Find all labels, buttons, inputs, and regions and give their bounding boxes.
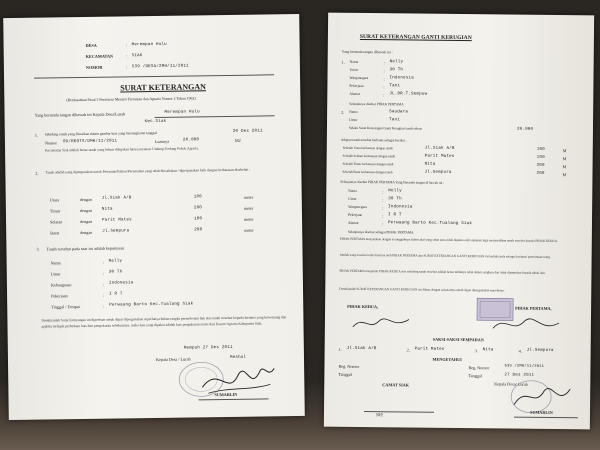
reg-date: 27 Des 2011 (504, 373, 535, 378)
right-signer-name: SUMARLIN (529, 409, 553, 415)
border-value: Parit Mates (102, 218, 132, 223)
border-side: Timur (49, 208, 61, 214)
item2-text: Tanah adalah yang dipergunakan untuk Pertanian/Kebun/Perumahan yang telah diusahakan / dipergunakan baik dengan berbatasan disebelah : (45, 167, 251, 175)
border-length: 100 (194, 217, 203, 222)
mengetahui-label: MENGETAHUI (432, 356, 462, 363)
place-date: Mempuh 27 Des 2011 (183, 345, 233, 351)
witnesses-title: SAKSI-SAKSI SEMPADAN (432, 336, 484, 343)
document-subtitle: (Berdasarkan Pasal 3 Peraturan Menteri Pertanian dan Agraria Nomor 2 Tahun 1962) (66, 96, 196, 103)
compensation-title: SURAT KETERANGAN GANTI KERUGIAN (359, 33, 472, 42)
nomor-inline-value: 09/REGTS/DMH/II/2011 (62, 139, 118, 145)
compensation-area: 20.000 (516, 127, 534, 132)
reg-number: 539 /2MH/11/2011 (504, 364, 545, 369)
closing-paragraph: Demikianlah Surat Keterangan ini diperbuat untuk dapat dipergunakan seperlunya dalam rangka permohonan hak atas tanah tersebut kepada Instansi yang berwenang dan apabila terdapat perbedaan luas dari pengukuran sebelumnya, maka luas yang dipakai adalah luas pengukuran resmi dari Kantor Agraria Kabupaten Siak. (41, 315, 287, 329)
nip-label: NIP. (375, 412, 384, 418)
pihak-kedua-signature (349, 311, 419, 336)
intro-district: Kec.Siak (144, 119, 167, 125)
owner-table: Nama : Nelly Umur : 30 Th Kebangsaan : Indonesia Pekerjaan : I R T Tinggal / Tempat : Perwaang Barto Kec.Tualang Siak (50, 259, 194, 310)
m2-unit: M2 (234, 137, 241, 143)
clause-3: PIHAK PERTAMA menjamin PIHAK KEDUA atas sebidang tanah tersebut adalah benar miliknya tidak dalam sengketa dan tidak dijaminkan kepada pihak lain. (339, 268, 546, 275)
signer-place: Meshul (229, 355, 247, 360)
item1-text: Sebidang tanah yang diuraikan dalam gambar luas yang bersangkutan tanggal (44, 130, 157, 137)
nomor-inline-label: Nomor (44, 140, 57, 146)
intro-text: Yang bertanda tangan dibawah ini Kepala Desa/Lurah (34, 111, 126, 118)
compensation-borders: Sebelah Utara berbatasan dengan tanah Jl.Siak A/B 100 M Sebelah Selatan berbatasan dengan tanah Parit Mates 100 M Sebelah Timur berbatasan dengan tanah Nita 200 M Sebelah Barat berbatasan dengan tanah Jl.Sempura 200 M (342, 145, 567, 178)
pihak-pertama-label: PIHAK PERTAMA, (515, 305, 552, 311)
left-document: DESA : Merempan Hulu KECAMATAN : SIAK NOMOR : 539 /DESA/2MH/11/2011 SURAT KETERANGAN (Berdasarkan Pasal 3 Peraturan Menteri Pertanian dan Agraria Nomor 2 Tahun 1962) Yang bertanda tangan dibawah ini Kepala Desa/Lurah Merempan Hulu Kec.Siak 1. Sebidang tanah yang diuraikan dalam gambar luas yang bersangkutan tanggal 20 Des 2011 Nomor 09/REGTS/DMH/II/2011 Luasnya 20.000 M2 Kecamatan Siak adalah benar tanah yang belum dilegakan hanya menurut Undang-Undang Pokok Agraria. 2. Tanah adalah yang dipergunakan untuk Pertanian/Kebun/Perumahan yang telah diusahakan / dipergunakan baik dengan berbatasan disebelah : Utara dengan Jl.Siak A/B 100 meter Timur dengan Nita 200 meter Selatan dengan Parit Mates 100 meter Barat dengan Jl.Sempura 200 meter 3. Tanah tersebut pada saat ini adalah kepunyaan Nama : Nelly Umur : 30 Th Kebangsaan : Indonesia Pekerjaan : I R T Tinggal / Tempat : Perwaang Barto Kec.Tualang Siak Demikianlah Surat Keterangan ini diperbuat untuk dapat dipergunakan seperlunya dalam rangka permohonan hak atas tanah tersebut kepada Instansi yang berwenang dan apabila terdapat perbedaan luas dari pengukuran sebelumnya, maka luas yang dipakai adalah luas pengukuran resmi dari Kantor Agraria Kabupaten Siak. Mempuh 27 Des 2011 Kepala Desa / Lurah Meshul SUMARLIN (3, 14, 305, 420)
nomor-label: NOMOR (85, 64, 103, 70)
camat-label: CAMAT SIAK (382, 382, 410, 388)
owner-address: Perwaang Barto Kec.Tualang Siak (109, 302, 194, 308)
nomor-value: 539 /DESA/2MH/11/2011 (131, 64, 189, 70)
kecamatan-label: KECAMATAN (85, 53, 114, 59)
owner-age: 30 Th (108, 270, 123, 275)
luasnya-label: Luasnya (154, 138, 170, 144)
pihak-pertama-signature (489, 312, 569, 337)
desa-label: DESA (85, 42, 97, 48)
desa-value: Merempan Hulu (131, 42, 167, 48)
luasnya-value: 20.000 (182, 138, 200, 143)
party3-table: Nama : Nelly Umur : 30 Th Warganegara : Indonesia Pekerjaan : I R T Alamat : Perwaang Barto Kec.Tualang Siak (347, 188, 473, 227)
owner-name: Nelly (108, 259, 123, 264)
witnesses-list: 1. Jl.Siak A/B 2. Parit Mates 3. Nita 4. Jl.Sempura (338, 346, 554, 354)
signer-name: SUMARLIN (214, 391, 238, 398)
border-length: 200 (194, 228, 203, 233)
item1-rest: Kecamatan Siak adalah benar tanah yang belum dilegakan hanya menurut Undang-Undang Pokok Agraria. (45, 146, 199, 153)
header-rule (34, 74, 274, 78)
owner-occupation: I R T (109, 292, 123, 297)
borders-table: Utara dengan Jl.Siak A/B 100 meter Timur dengan Nita 200 meter Selatan dengan Parit Mates 100 meter Barat dengan Jl.Sempura 200 meter (49, 194, 254, 236)
owner-nationality: Indonesia (108, 281, 134, 286)
border-length: 100 (193, 195, 202, 200)
signer-title: Kepala Desa / Lurah (155, 356, 191, 362)
border-side: Selatan (50, 219, 63, 225)
item3-text: Tanah tersebut pada saat ini adalah kepunyaan (46, 245, 125, 252)
kecamatan-value: SIAK (131, 54, 143, 59)
border-side: Barat (50, 230, 60, 236)
border-value: Nita (101, 207, 113, 212)
border-value: Jl.Siak A/B (101, 196, 132, 201)
intro-village: Merempan Hulu (164, 110, 200, 115)
clause-2: Jumlah uang tersebut telah diterima oleh PIHAK PERTAMA dan SURAT KETERANGAN GANTI KERUGIAN ini berlaku pula sebagai kwitansi penerimaan uang. (339, 252, 551, 259)
clause-1: PIHAK PERTAMA menyatakan dengan sesungguhnya dalam akal yang sehat serta tidak dipaksa oleh siapapun juga menyerahkan tanah tersebut kepada PIHAK KEDUA. (339, 236, 558, 244)
party1-table: 1. Nama : Nelly Umur : 30 Th Warganegara : Indonesia Pekerjaan : Tani Alamat : JL.DR.T.Sempuw (341, 59, 428, 98)
compensation-intro: Yang bertanda tangan dibawah ini : (341, 49, 393, 55)
pihak-kedua-label: PIHAK KEDUA, (347, 303, 379, 310)
signature-image (198, 356, 279, 402)
kepala-desa-label: Kepala Desa/ Lurah (494, 381, 528, 387)
border-value: Jl.Sempura (102, 229, 130, 234)
border-side: Utara (49, 197, 60, 203)
item1-date: 20 Des 2011 (232, 129, 263, 134)
right-document: SURAT KETERANGAN GANTI KERUGIAN Yang bertanda tangan dibawah ini : 1. Nama : Nelly Umur : 30 Th Warganegara : Indonesia Pekerjaan : Tani Alamat : JL.DR.T.Sempuw Selanjutnya disebut PIHAK PERTAMA 2. Nama Saudara Umur Tani Selaku Surat Keterangan Ganti Kerugian tanah seluas 20.000 Adapun tanah tersebut berbatas sebagai berikut : Sebelah Utara berbatasan dengan tanah Jl.Siak A/B 100 M Sebelah Selatan berbatasan dengan tanah Parit Mates 100 M Sebelah Timur berbatasan dengan tanah Nita 200 M Sebelah Barat berbatasan dengan tanah Jl.Sempura 200 M Selanjutnya disebut PIHAK PERTAMA Yang bertanda tangan di bawah ini : Nama : Nelly Umur : 30 Th Warganegara : Indonesia Pekerjaan : I R T Alamat : Perwaang Barto Kec.Tualang Siak Selanjutnya disebut sebagai PIHAK PERTAMA. PIHAK PERTAMA menyatakan dengan sesungguhnya dalam akal yang sehat serta tidak dipaksa oleh siapapun juga menyerahkan tanah tersebut kepada PIHAK KEDUA. Jumlah uang tersebut telah diterima oleh PIHAK PERTAMA dan SURAT KETERANGAN GANTI KERUGIAN ini berlaku pula sebagai kwitansi penerimaan uang. PIHAK PERTAMA menjamin PIHAK KEDUA atas sebidang tanah tersebut adalah benar miliknya tidak dalam sengketa dan tidak dijaminkan kepada pihak lain. Demikianlah SURAT KETERANGAN GANTI KERUGIAN ini dibuat dengan sebenarnya untuk dapat dipergunakan seperlunya. PIHAK KEDUA, PIHAK PERTAMA, SAKSI-SAKSI SEMPADAN 1. Jl.Siak A/B 2. Parit Mates 3. Nita 4. Jl.Sempura MENGETAHUI Reg. Nomor Tanggal Reg. Nomor Tanggal 539 /2MH/11/2011 27 Des 2011 CAMAT SIAK Kepala Desa/ Lurah SUMARLIN NIP. (324, 13, 594, 430)
clause-4: Demikianlah SURAT KETERANGAN GANTI KERUGIAN ini dibuat dengan sebenarnya untuk dapat dipergunakan seperlunya. (339, 286, 505, 293)
border-length: 200 (193, 206, 203, 211)
document-title: SURAT KETERANGAN (120, 82, 206, 93)
